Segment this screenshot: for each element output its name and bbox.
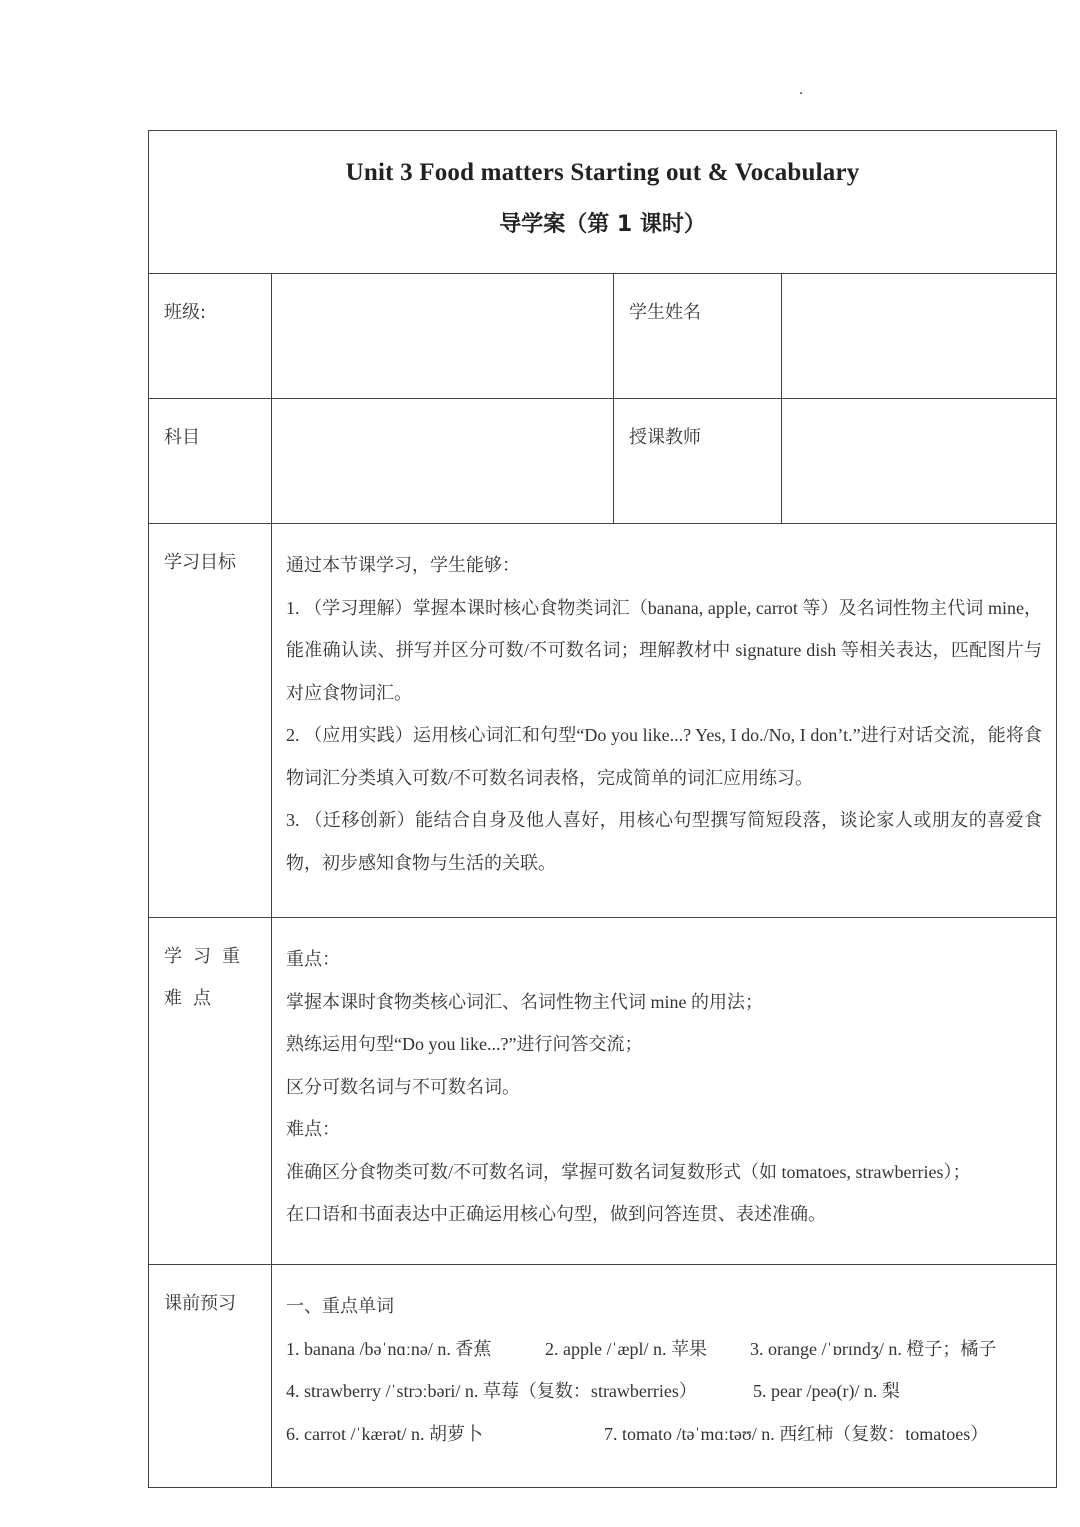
focus-label: 学习重难点 bbox=[149, 918, 272, 1265]
goals-label: 学习目标 bbox=[149, 524, 272, 918]
goal-item-2: 2. （应用实践）运用核心词汇和句型“Do you like...? Yes, I do./No, I don’t.”进行对话交流，能将食物词汇分类填入可数/不可数名词表格，完成简单的词汇应用练习。 bbox=[286, 725, 1043, 788]
focus-content bbox=[272, 918, 1057, 1265]
class-field[interactable] bbox=[272, 274, 614, 399]
preview-content bbox=[272, 1265, 1057, 1488]
key-point-1: 掌握本课时食物类核心词汇、名词性物主代词 mine 的用法； bbox=[286, 991, 763, 1012]
goal-item-3: 3. （迁移创新）能结合自身及他人喜好，用核心句型撰写简短段落，谈论家人或朋友的喜爱食物，初步感知食物与生活的关联。 bbox=[286, 810, 1043, 873]
key-points-title: 重点： bbox=[286, 949, 340, 969]
word-orange: 3. orange /ˈɒrɪndʒ/ n. 橙子；橘子 bbox=[750, 1338, 997, 1359]
key-point-2: 熟练运用句型“Do you like...?”进行问答交流； bbox=[286, 1034, 643, 1054]
scan-dot bbox=[800, 92, 802, 94]
word-strawberry: 4. strawberry /ˈstrɔːbəri/ n. 草莓（复数：strawberries） bbox=[286, 1381, 697, 1401]
key-point-3: 区分可数名词与不可数名词。 bbox=[286, 1076, 520, 1097]
goals-content bbox=[272, 524, 1057, 918]
word-tomato: 7. tomato /təˈmɑːtəʊ/ n. 西红柿（复数：tomatoes） bbox=[604, 1423, 989, 1444]
lesson-plan-table bbox=[148, 130, 1057, 1488]
title-cell bbox=[149, 131, 1057, 274]
goals-intro: 通过本节课学习，学生能够： bbox=[286, 555, 520, 575]
word-row-1 bbox=[286, 1328, 1042, 1371]
difficult-point-1: 准确区分食物类可数/不可数名词，掌握可数名词复数形式（如 tomatoes, strawberries）； bbox=[286, 1161, 971, 1182]
word-pear: 5. pear /peə(r)/ n. 梨 bbox=[753, 1381, 900, 1401]
subject-field[interactable] bbox=[272, 399, 614, 524]
teacher-label: 授课教师 bbox=[614, 399, 782, 524]
goal-item-1: 1. （学习理解）掌握本课时核心食物类词汇（banana, apple, carrot 等）及名词性物主代词 mine，能准确认读、拼写并区分可数/不可数名词；理解教材中 signature dish 等相关表达，匹配图片与对应食物词汇。 bbox=[286, 597, 1043, 703]
student-name-field[interactable] bbox=[782, 274, 1057, 399]
word-row-2 bbox=[286, 1370, 1042, 1413]
difficult-point-2: 在口语和书面表达中正确运用核心句型，做到问答连贯、表述准确。 bbox=[286, 1204, 826, 1224]
word-row-3 bbox=[286, 1413, 1042, 1456]
page-subtitle: 导学案（第 1 课时） bbox=[499, 212, 706, 237]
teacher-field[interactable] bbox=[782, 399, 1057, 524]
class-label: 班级: bbox=[149, 274, 272, 399]
student-name-label: 学生姓名 bbox=[614, 274, 782, 399]
word-apple: 2. apple /ˈæpl/ n. 苹果 bbox=[545, 1338, 707, 1359]
word-carrot: 6. carrot /ˈkærət/ n. 胡萝卜 bbox=[286, 1423, 483, 1444]
page-title: Unit 3 Food matters Starting out & Vocabulary bbox=[345, 159, 860, 186]
word-banana: 1. banana /bəˈnɑːnə/ n. 香蕉 bbox=[286, 1338, 492, 1359]
difficult-points-title: 难点： bbox=[286, 1119, 340, 1139]
vocab-section-title: 一、重点单词 bbox=[286, 1296, 394, 1316]
subject-label: 科目 bbox=[149, 399, 272, 524]
preview-label: 课前预习 bbox=[149, 1265, 272, 1488]
